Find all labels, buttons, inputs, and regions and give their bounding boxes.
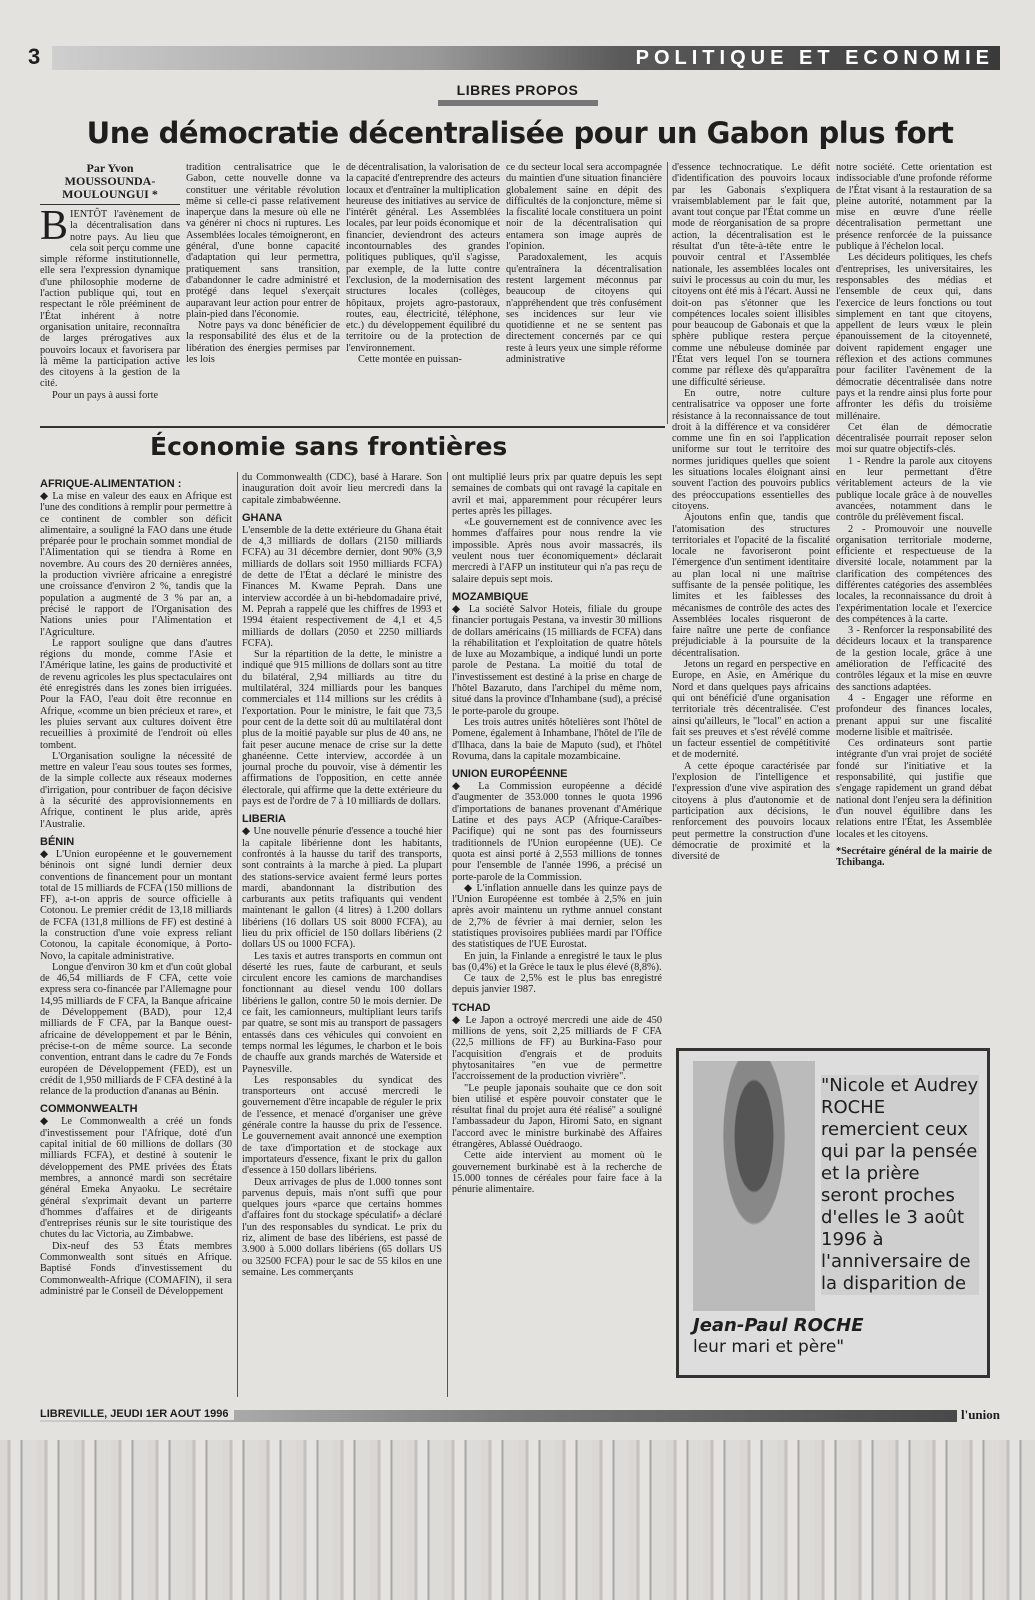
paragraph: 3 - Renforcer la responsabilité des décideurs locaux et la transparence de la gestion locale, grâce à une amélioration de l'efficacité des contrôles légaux et la mise en œuvre des sanctions adaptées.	[836, 625, 992, 693]
deceased-name: Jean-Paul ROCHE	[693, 1315, 864, 1336]
paragraph: notre société. Cette orientation est indissociable d'une profonde réforme de l'État visant à la restauration de sa pleine autorité, notamment par la mise en œuvre d'une réelle décentralisation permettant une présence renforcée de la puissance publique à l'échelon local.	[836, 162, 992, 253]
paragraph: IENTÔT l'avènement de la décentralisation dans notre pays. Au lieu que cela soit perçu comme une simple réforme institutionnelle, elle sera l'expression dynamique d'une philosophie moderne de l'action publique qui, tout en respectant le rôle prééminent de l'État inhérent à notre organisation unitaire, reconnaîtra de larges prérogatives aux pouvoirs locaux et favorisera par là même la participation active des citoyens à la gestion de la cité.	[40, 209, 180, 390]
author-footnote: *Secrétaire général de la mairie de Tchibanga.	[836, 845, 992, 869]
news-paragraph: ◆ Le Commonwealth a créé un fonds d'investissement pour l'Afrique, doté d'un capital initial de 60 millions de dollars (30 milliards FCFA), et destiné à soutenir le développement des PME privées des États membres, a annoncé mardi son secrétaire général Emeka Anyaoku. Le secrétaire général s'exprimait devant un parterre d'hommes d'affaires et de dirigeants d'entreprises réunis sur le site touristique des chutes du lac Victoria, au Zimbabwe.	[40, 1116, 232, 1241]
news-paragraph: Les trois autres unités hôtelières sont l'hôtel de Pomene, également à Inhambane, l'hôtel de l'île de d'Ilhaca, dans la baie de Maputo (sud), et l'hôtel Rovuma, dans la capitale mozambicaine.	[452, 716, 662, 762]
news-column-3	[452, 472, 662, 1397]
news-paragraph: ◆ Le Japon a octroyé mercredi une aide de 450 millions de yens, soit 2,25 milliards de F CFA (22,5 millions de FF) au Burkina-Faso pour l'acquisition d'engrais et de produits phytosanitaires "en vue de permettre l'accroissement de la production vivrière".	[452, 1014, 662, 1083]
section-banner	[52, 46, 1000, 70]
article1-column-3	[346, 162, 500, 424]
paragraph: 4 - Engager une réforme en profondeur des finances locales, prenant appui sur une fiscalité moderne lisible et maîtrisée.	[836, 692, 992, 738]
paragraph: Cet élan de démocratie décentralisée pourrait reposer selon moi sur quatre objectifs-clés.	[836, 421, 992, 456]
news-column-2	[242, 472, 442, 1397]
news-subhead: LIBERIA	[242, 813, 286, 826]
news-paragraph: ◆ La mise en valeur des eaux en Afrique est l'une des conditions à remplir pour permettre à ce continent de combler son déficit alimentaire, a souligné la FAO dans une étude préparée pour le prochain sommet mondial de l'Alimentation qui se tiendra à Rome en novembre. Au cours des 20 dernières années, la production vivrière africaine a enregistré une croissance d'environ 2 %, tandis que la population a augmenté de 3 % par an, a précisé le rapport de l'Organisation des Nations unies pour l'Alimentation et l'Agriculture.	[40, 491, 232, 638]
kicker	[0, 82, 1035, 106]
news-paragraph: Les taxis et autres transports en commun ont déserté les rues, faute de carburant, et seuls circulent encore les camions de marchandises fonctionnant au diesel vendu 100 dollars libériens le gallon, contre 50 le mois dernier. De ce fait, les camionneurs, multipliant leurs tarifs par quatre, se sont mis au transport de passagers entassés dans ces véhicules qui convoient en temps normal les légumes, le charbon et le bois de chauffe aux grands marchés de Waterside et Paynesville.	[242, 950, 442, 1075]
article1-column-5	[672, 162, 830, 1036]
masthead-logo: l'union	[957, 1407, 1000, 1423]
news-paragraph: L'Organisation souligne la nécessité de mettre en valeur l'eau sous toutes ses formes, de la simple collecte aux réseaux modernes d'irrigation, pour contribuer de façon décisive à la sécurité des approvisionnements en Afrique, continent le plus aride, après l'Australie.	[40, 750, 232, 830]
news-paragraph: Le rapport souligne que dans d'autres régions du monde, comme l'Asie et l'Amérique latine, les gains de productivité et de revenu agricoles les plus spectaculaires ont été enregistrés dans les zones bien irriguées. Pour la FAO, l'eau doit être reconnue en Afrique, «comme un bien précieux et rare», et les pluies servant aux cultures doivent être recueillies à proximité de l'endroit où elles tombent.	[40, 637, 232, 751]
news-paragraph: "Le peuple japonais souhaite que ce don soit bien utilisé et espère pouvoir constater que le résultat final du projet aura été réalisé" a souligné l'ambassadeur du Japon, Hiromi Sato, en signant l'accord avec le ministre burkinabè des Affaires étrangères, Ablassé Ouédraogo.	[452, 1082, 662, 1151]
article1-column-2	[186, 162, 340, 424]
paragraph: d'essence technocratique. Le défit d'identification des pouvoirs locaux par les Gabonais s'expliquera vraisemblablement par le fait que, avant tout conçue par l'État comme un mode de réorganisation de sa propre action, la décentralisation est le résultat d'un tête-à-tête entre le pouvoir central et l'Assemblée nationale, les assemblées locales ont suivi le processus au coin du mur, les citoyens ont été mis à l'écart. Aussi ne doit-on pas s'étonner que les compétences locales soient illisibles pour beaucoup de Gabonais et que la sphère publique restera perçue comme une nébuleuse dominée par l'État vers lequel l'on se tournera comme par réflexe dès qu'apparaîtra une difficulté sérieuse.	[672, 162, 830, 388]
scan-margin	[0, 1440, 1035, 1600]
paragraph: Ajoutons enfin que, tandis que l'atomisation des structures territoriales et l'opacité de la fiscalité locale ne favoriseront point l'émergence d'un sentiment identitaire au plan local ni une maîtrise suffisante de la pensée politique, les limites et les faiblesses des mécanismes de contrôle des actes des Assemblées locales risqueront de faire naître une perte de confiance préjudiciable à la poursuite de la décentralisation.	[672, 512, 830, 659]
news-column-1	[40, 472, 232, 1397]
news-paragraph: ◆ La société Salvor Hoteis, filiale du groupe financier portugais Pestana, va investir 30 millions de dollars américains (15 milliards de FCFA) dans la réhabilitation et l'exploitation de quatre hôtels de luxe au Mozambique, a indiqué lundi un porte parole de Pestana. La moitié du total de l'investissement est destiné à la prise en charge de l'hôtel Bazaruto, dans l'archipel du même nom, situé dans la province d'Inhambane (sud), a précisé le porte-parole du groupe.	[452, 603, 662, 717]
portrait-photo	[693, 1061, 815, 1311]
paragraph: de décentralisation, la valorisation de la capacité d'entreprendre des acteurs locaux et d'entraîner la multiplication heureuse des initiatives au service de l'intérêt général. Les Assemblées locales, par leur poids économique et financier, deviendront des acteurs incontournables des grandes politiques publiques, qu'il s'agisse, par exemple, de la lutte contre l'exclusion, de la modernisation des structures locales (collèges, hôpitaux, projets agro-pastoraux, routes, eau, électricité, téléphone, etc.) du développement équilibré du territoire ou de la protection de l'environnement.	[346, 162, 500, 354]
column-divider	[447, 472, 448, 1397]
column-divider	[237, 472, 238, 1397]
section-rule	[40, 426, 665, 428]
news-paragraph: Cette aide intervient au moment où le gouvernement burkinabè est à la recherche de 15.000 tonnes de céréales pour faire face à la pénurie alimentaire.	[452, 1150, 662, 1196]
drop-cap: B	[40, 203, 69, 249]
paragraph: ce du secteur local sera accompagnée du maintien d'une situation financière globalement saine en dépit des difficultés de la conjoncture, même si la fiscalité locale constituera un point noir de la décentralisation qui entamera son image auprès de l'opinion.	[506, 162, 662, 253]
paragraph: Ces ordinateurs sont partie intégrante d'un vrai projet de société fondé sur l'initiative et la responsabilité, qui justifie que s'engage rapidement un grand débat national dont l'enjeu sera la définition d'un nouvel équilibre dans les relations entre l'État, les Assemblée locales et les citoyens.	[836, 738, 992, 840]
memorial-notice	[676, 1048, 990, 1378]
news-paragraph: Deux arrivages de plus de 1.000 tonnes sont parvenus depuis, mais n'ont suffi que pour quelques jours «parce que certains hommes d'affaires font du stockage spéculatif» a déclaré l'un des responsables du syndicat. Le prix du riz, aliment de base des libériens, est passé de 3.900 à 5.000 dollars libériens (65 dollars US ou 32500 FCFA) pour le sac de 55 kilos en une semaine. Les commerçants	[242, 1176, 442, 1278]
footer-bar	[40, 1407, 1000, 1422]
paragraph: tradition centralisatrice que le Gabon, cette nouvelle donne va constituer une véritable révolution même si celle-ci passe relativement inaperçue dans la mesure où elle ne va générer ni chocs ni ruptures. Les Assemblées locales témoigneront, en général, d'une bonne capacité d'adaptation qui leur permettra, pratiquement sans transition, d'abandonner le cadre administré et protégé dans lequel s'exerçait auparavant leur action pour entrer de plain-pied dans l'économie.	[186, 162, 340, 320]
news-subhead: TCHAD	[452, 1001, 491, 1014]
kicker-label: LIBRES PROPOS	[456, 82, 579, 98]
news-paragraph: ◆ L'inflation annuelle dans les quinze pays de l'Union Européenne est tombée à 2,5% en juin après avoir maintenu un rythme annuel constant de 2,7% de février à mai dernier, selon les statistiques provisoires publiées mardi par l'Office des statistiques de l'UE Eurostat.	[452, 882, 662, 951]
news-paragraph: En juin, la Finlande a enregistré le taux le plus bas (0,4%) et la Grèce le taux le plus élevé (8,8%).	[452, 950, 662, 973]
article-headline: Une démocratie décentralisée pour un Gabon plus fort	[86, 116, 954, 150]
news-subhead: COMMONWEALTH	[40, 1103, 138, 1116]
paragraph: Jetons un regard en perspective en Europe, en Asie, en Amérique du Nord et dans quelques pays africains qui ont bénéficié d'une organisation territoriale très décentralisée. C'est ainsi qu'ailleurs, le "local" en action a fait ses preuves et s'est révélé comme un facteur essentiel de compétitivité et de modernité.	[672, 659, 830, 761]
article1-column-4	[506, 162, 662, 424]
page-number: 3	[28, 44, 41, 69]
news-subhead: UNION EUROPÉENNE	[452, 768, 568, 781]
news-paragraph: Longue d'environ 30 km et d'un coût global de 46,54 milliards de F CFA, cette voie express sera co-financée par l'Allemagne pour 14,95 milliards de F CFA, la Banque africaine de Développement (BAD), pour 12,4 milliards de F CFA, par la Banque ouest-africaine de développement et par le Bénin, précise-t-on de même source. La seconde convention, entrant dans le cadre du 7e Fonds européen de Développement (FED), est un crédit de 1,950 milliards de F CFA destiné à la relance de la production d'ananas au Bénin.	[40, 961, 232, 1098]
news-paragraph: ◆ L'Union européenne et le gouvernement béninois ont signé lundi dernier deux conventions de financement pour un montant total de 15 milliards de FCFA (150 millions de FF), a-t-on appris de source officielle à Cotonou. Le premier crédit de 13,18 milliards de FCFA (131,8 millions de FF) est destiné à la construction d'une voie express reliant Cotonou, la capitale économique, à Porto-Novo, la capitale administrative.	[40, 848, 232, 962]
news-paragraph: ont multiplié leurs prix par quatre depuis les sept semaines de combats qui ont ravagé la capitale en avril et mai, apparemment pour récupérer leurs pertes après les pillages.	[452, 472, 662, 517]
paragraph: 2 - Promouvoir une nouvelle organisation territoriale moderne, efficiente et respectueuse de la diversité locale, notamment par la clarification des compétences des différentes catégories des assemblées locales, la reconnaissance du droit à l'expérimentation locale et l'exercice des compétences à la carte.	[836, 523, 992, 625]
news-paragraph: du Commonwealth (CDC), basé à Harare. Son inauguration doit avoir lieu mercredi dans la capitale zimbabwéenne.	[242, 472, 442, 506]
news-paragraph: Dix-neuf des 53 États membres Commonwealth sont situés en Afrique. Baptisé Fonds d'investissement du Commonwealth-Afrique (COMAFIN), il sera administré par le Conseil de Développement	[40, 1240, 232, 1297]
paragraph: Les décideurs politiques, les chefs d'entreprises, les universitaires, les responsables des médias et l'ensemble de ceux qui, dans l'exercice de leurs fonctions ou tout simplement en tant que citoyens, appellent de leurs vœux le plein épanouissement de la citoyenneté, doivent rapidement engager une réflexion et des actions communes pour faciliter l'avènement de la démocratie décentralisée dans notre pays et la rendre ainsi plus forte pour affronter les défis du troisième millénaire.	[836, 252, 992, 422]
news-subhead: MOZAMBIQUE	[452, 590, 529, 603]
news-paragraph: Sur la répartition de la dette, le ministre a indiqué que 915 millions de dollars sont au titre du bilatéral, 2,94 milliards au titre du multilatéral, 324 milliards pour les banques commerciales et 114 millions sur les crédits à l'exportation. Pour le ministre, le fait que 73,5 pour cent de la dette soit dû au multilatéral dont plus de la moitié payable sur plus de 40 ans, ne fait peser aucune menace de crise sur la dette ghanéenne. Cette interview, accordée à un journal proche du pouvoir, vise à démentir les affirmations de l'opposition, en cette année électorale, qui affirme que la dette extérieure du pays est de l'ordre de 7 à 10 milliards de dollars.	[242, 649, 442, 808]
news-subhead: BÉNIN	[40, 835, 75, 848]
column-divider	[667, 162, 668, 424]
news-paragraph: Les responsables du syndicat des transporteurs ont accusé mercredi le gouvernement d'être incapable de réguler le prix de l'essence, et menacé d'organiser une grève générale contre la hausse du prix de l'essence. Le gouvernement avait annoncé une exemption de taxe d'importation et de stockage aux importateurs d'essence, fixant le prix du gallon d'essence à 150 dollars libériens.	[242, 1074, 442, 1177]
news-subhead: AFRIQUE-ALIMENTATION :	[40, 478, 182, 490]
paragraph: En outre, notre culture centralisatrice va opposer une forte résistance à la reconnaissance de tout droit à la différence et va considérer comme une fin en soi l'application uniforme sur tout le territoire des normes juridiques quelles que soient les situations locales éloignant ainsi souvent l'action des pouvoirs publics des préoccupations essentielles des citoyens.	[672, 387, 830, 512]
news-subhead: GHANA	[242, 511, 283, 524]
byline: Par Yvon MOUSSOUNDA-MOULOUNGUI *	[40, 162, 180, 205]
article1-column-6	[836, 162, 992, 1036]
paragraph: A cette époque caractérisée par l'explosion de l'intelligence et l'expression d'une vive aspiration des citoyens à plus d'autonomie et de participation aux décisions, le renforcement des pouvoirs locaux peut permettre la construction d'une démocratie de proximité et la diversité de	[672, 760, 830, 863]
paragraph: Pour un pays à aussi forte	[52, 389, 159, 401]
news-paragraph: Ce taux de 2,5% est le plus bas enregistré depuis janvier 1987.	[452, 973, 662, 996]
article1-column-1	[40, 162, 180, 424]
dateline: LIBREVILLE, JEUDI 1ER AOUT 1996	[40, 1408, 234, 1420]
section-title: POLITIQUE ET ECONOMIE	[635, 47, 994, 69]
paragraph: Paradoxalement, les acquis qu'entraînera la décentralisation restent largement méconnus par beaucoup de citoyens qui n'appréhendent que très confusément ses incidences sur leur vie quotidienne et ne se sentent pas directement concernés par ce qui reste à leurs yeux une simple réforme administrative	[506, 252, 662, 366]
news-paragraph: ◆ Une nouvelle pénurie d'essence a touché hier la capitale libérienne dont les habitants, confrontés à la hausse du tarif des transports, sont contraints à la marche à pied. La plupart des stations-service avaient fermé leurs portes mardi, abandonnant la distribution des carburants aux petits trafiquants qui vendent maintenant le gallon (4 litres) à 1.200 dollars libériens (16 dollars US soit 8000 FCFA), au lieu du prix officiel de 150 dollars libériens (2 dollars US ou 1000 FCFA).	[242, 826, 442, 951]
paragraph: Cette montée en puissan-	[358, 354, 462, 366]
relation-text: leur mari et père"	[693, 1337, 845, 1357]
paragraph: 1 - Rendre la parole aux citoyens en leur permettant d'être véritablement acteurs de la vie publique locale grâce à de nouvelles avancées, notamment dans le contrôle du prélèvement fiscal.	[836, 455, 992, 524]
news-paragraph: ◆ La Commission européenne a décidé d'augmenter de 353.000 tonnes le quota 1996 d'importations de bananes provenant d'Amérique Latine et des pays ACP (Afrique-Caraïbes-Pacifique) qui ne sont pas des fournisseurs traditionnels de l'Union européenne (UE). Ce quota est ainsi porté à 2,553 millions de tonnes pour l'ensemble de l'année 1996, a précisé un porte-parole de la Commission.	[452, 781, 662, 883]
news-paragraph: «Le gouvernement est de connivence avec les hommes d'affaires pour nous rendre la vie impossible. Après nous avoir massacrés, ils veulent nous tuer économiquement» déclarait mercredi à l'AFP un instituteur qui n'a pas reçu de salaire depuis sept mois.	[452, 517, 662, 585]
tribute-text: "Nicole et Audrey ROCHE remercient ceux qui par la pensée et la prière seront proches d'elles le 3 août 1996 à l'anniversaire de la disparition de	[821, 1075, 979, 1294]
paragraph: Notre pays va donc bénéficier de la responsabilité des élus et de la libération des énergies permises par les lois	[186, 320, 340, 366]
news-paragraph: L'ensemble de la dette extérieure du Ghana était de 4,3 milliards de dollars (2150 milliards FCFA) au 31 décembre dernier, dont 90% (3,9 milliards de dollars soit 1950 milliards FCFA) de dette de l'État a déclaré le ministre des Finances M. Kwame Peprah. Dans une interview accordée à un bi-hebdomadaire privé, M. Peprah a rappelé que les chiffres de 1993 et 1994 étaient respectivement de 4,1 et 4,5 milliards de dollars (2050 et 2250 milliards FCFA).	[242, 524, 442, 649]
section-headline: Économie sans frontières	[150, 432, 508, 461]
